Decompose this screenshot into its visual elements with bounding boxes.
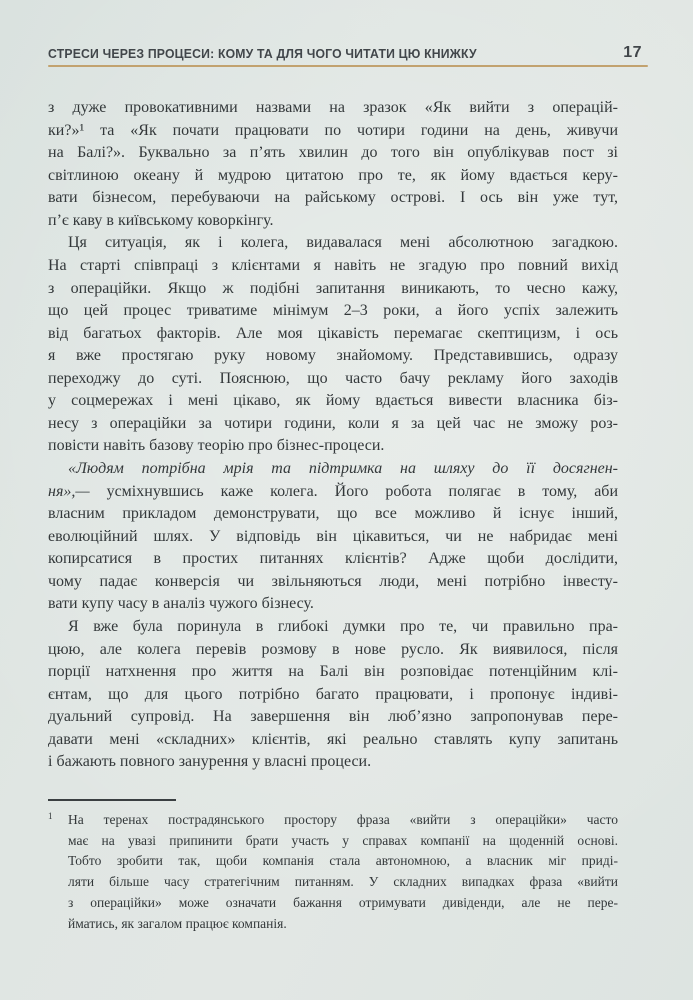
text-line: що цей процес триватиме мінімум 2–3 роки, а його успіх залежить xyxy=(48,302,618,320)
chapter-title: СТРЕСИ ЧЕРЕЗ ПРОЦЕСИ: КОМУ ТА ДЛЯ ЧОГО ЧИТАТИ ЦЮ КНИЖКУ xyxy=(48,46,477,61)
text-line: чому падає конверсія чи звільняються люди, мені потрібно інвесту- xyxy=(48,572,618,590)
text-line: несу з операційки за чотири години, коли я за цей час не зможу роз- xyxy=(48,414,618,432)
text-line: ки?»¹ та «Як почати працювати по чотири години на день, живучи xyxy=(48,121,618,139)
quoted-italic-text: ня»,— xyxy=(48,482,90,500)
text-line: копирсатися в простих питаннях клієнтів? Адже щоби дослідити, xyxy=(48,550,618,568)
text-line: у соцмережах і мені цікаво, як йому вдається вивести власника біз- xyxy=(48,392,618,410)
footnote-text xyxy=(48,806,618,934)
footnote xyxy=(48,799,618,934)
text-line: п’є каву в київському коворкінгу. xyxy=(48,211,274,229)
text-line: порції натхнення про життя на Балі він розповідає потенційним клі- xyxy=(48,663,618,681)
text-line: я вже простягаю руку новому знайомому. Представившись, одразу xyxy=(48,347,618,365)
text-line: з дуже провокативними назвами на зразок «Як вийти з операцій- xyxy=(48,99,618,116)
running-header xyxy=(48,44,648,64)
body-text xyxy=(48,97,618,774)
text-line: з операційки. Якщо ж подібні запитання виникають, то чесно кажу, xyxy=(48,279,618,297)
text-line: Я вже була поринула в глибокі думки про те, чи правильно пра- xyxy=(68,617,618,635)
text-line: повісти навіть базову теорію про бізнес-процеси. xyxy=(48,437,385,455)
text-line: від багатьох факторів. Але моя цікавість перемагає скептицизм, і ось xyxy=(48,324,618,342)
text-line: Тобто зробити так, щоби компанія стала автономною, а власник міг приді- xyxy=(68,853,618,869)
text-line: Ця ситуація, як і колега, видавалася мені абсолютною загадкою. xyxy=(68,234,618,252)
page-number: 17 xyxy=(623,44,642,61)
text-line: і бажають повного занурення у власні процеси. xyxy=(48,753,372,771)
text-line: вати купу часу в аналіз чужого бізнесу. xyxy=(48,595,314,613)
quoted-italic-text: «Людям потрібна мрія та підтримка на шляху до її досягнен- xyxy=(68,460,618,477)
text-line: переходжу до суті. Пояснюю, що часто бачу рекламу його заходів xyxy=(48,369,618,387)
text-line: дуальний супровід. На завершення він люб’язно запропонував пере- xyxy=(48,708,618,726)
text-line: На старті співпраці з клієнтами я навіть не згадую про повний вихід xyxy=(48,256,618,274)
text-line: світлиною океану й мудрою цитатою про те, як йому вдається керу- xyxy=(48,166,618,184)
text-line: на Балі?». Буквально за п’ять хвилин до того він опублікував пост зі xyxy=(48,144,618,162)
text-line: ляти більше часу стратегічним питанням. У складних випадках фраза «вийти xyxy=(68,874,618,890)
text-line: власним прикладом демонструвати, що все можливо й існує інший, xyxy=(48,505,618,523)
text-line xyxy=(48,458,618,481)
text-line xyxy=(48,481,618,504)
header-rule xyxy=(48,65,648,67)
text-line: з операційки» може означати бажання отримувати дивіденди, але не пере- xyxy=(68,894,618,910)
text-line: цюю, але колега перевів розмову в нове русло. Як виявилося, після xyxy=(48,640,618,658)
text-line: еволюційний шлях. У відповідь він цікавиться, чи не набридає мені xyxy=(48,527,618,545)
text-line: давати мені «складних» клієнтів, які реально ставлять купу запитань xyxy=(48,730,618,748)
footnote-marker: 1 xyxy=(48,811,53,821)
text-line: єнтам, що для цього потрібно багато працювати, і пропонує індиві- xyxy=(48,685,618,703)
text-line: йматись, як загалом працює компанія. xyxy=(68,915,287,931)
footnote-separator-rule xyxy=(48,799,176,801)
text-line: вати бізнесом, перебуваючи на райському острові. І ось він уже тут, xyxy=(48,189,618,207)
plain-text: усміхнувшись каже колега. Його робота полягає в тому, аби xyxy=(89,482,618,500)
text-line: має на увазі припинити брати участь у справах компанії на щоденній основі. xyxy=(68,832,618,848)
text-line: 1 На теренах пострадянського простору фраза «вийти з операційки» часто xyxy=(68,806,618,831)
